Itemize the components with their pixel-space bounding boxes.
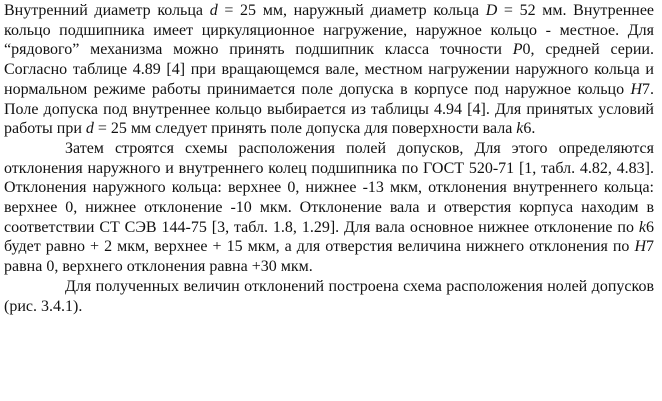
- text-segment: 7. Поле допуска под внутреннее кольцо выбирается из таблицы 4.94 [4]. Для принятых условий работы при: [4, 80, 654, 138]
- text-segment: 0, средней серии. Согласно таблице 4.89 [4] при вращающемся вале, местном нагружении наружного кольца и нормальном режиме работы принимается поле допуска в корпусе под наружное кольцо: [4, 41, 654, 98]
- text-segment: Для полученных величин отклонений построена схема расположения нолей допусков (рис. 3.4.1).: [4, 277, 654, 315]
- symbol-inner-diameter: d: [209, 2, 218, 19]
- text-segment: 7 равна 0, верхнего отклонения равна +30 мкм.: [4, 238, 654, 276]
- symbol-shaft-tolerance: k: [638, 218, 646, 236]
- text-segment: Внутренний диаметр кольца: [4, 2, 210, 19]
- paragraph-deviations: [4, 139, 654, 277]
- paragraph-bearing-dimensions: [4, 1, 654, 139]
- symbol-shaft-tolerance: k: [516, 120, 524, 138]
- text-segment: = 25 мм следует принять поле допуска для поверхности вала: [93, 120, 517, 138]
- symbol-hole-tolerance: H: [634, 238, 646, 256]
- symbol-hole-tolerance: H: [630, 80, 642, 98]
- text-segment: = 52 мм. Внутреннее кольцо подшипника имеет циркуляционное нагружение, наружное кольцо - местное. Для “рядового” механизма можно принять подшипник класса точности: [4, 2, 655, 59]
- symbol-outer-diameter: D: [485, 2, 498, 19]
- text-segment: = 25 мм, наружный диаметр кольца: [217, 2, 486, 19]
- text-segment: 6 будет равно + 2 мкм, верхнее + 15 мкм, а для отверстия величина нижнего отклонения по: [4, 218, 654, 256]
- symbol-inner-diameter: d: [85, 120, 94, 138]
- text-segment: 6.: [523, 120, 536, 138]
- text-segment: Затем строятся схемы расположения полей допусков, Для этого определяются отклонения наружного и внутреннего колец подшипника по ГОСТ 520-71 [1, табл. 4.82, 4.83]. Отклонения наружного кольца: верхнее 0, нижнее -13 мкм, отклонения внутреннего кольца: верхнее 0, нижнее отклонение -10 мкм. Отклонение вала и отверстия корпуса находим в соответствии СТ СЭВ 144-75 [3, табл. 1.8, 1.29]. Для вала основное нижнее отклонение по: [4, 139, 654, 236]
- paragraph-tolerance-scheme: [4, 277, 654, 316]
- symbol-precision-class: P: [512, 41, 523, 59]
